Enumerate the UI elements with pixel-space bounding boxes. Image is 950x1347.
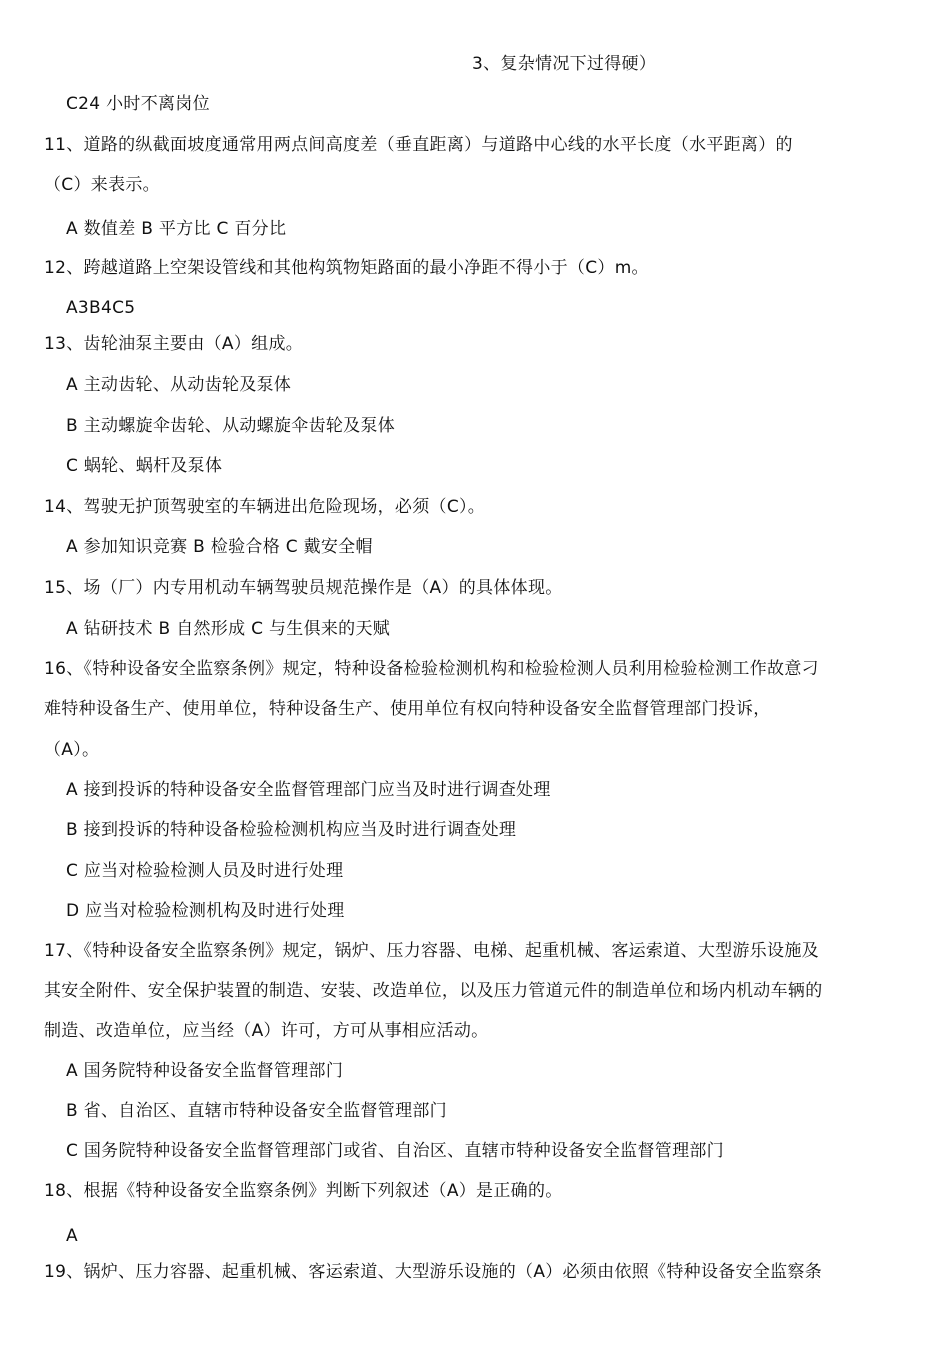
question-15: 15、场（厂）内专用机动车辆驾驶员规范操作是（A）的具体体现。 <box>44 578 563 598</box>
question-18-option-a: A <box>66 1226 78 1246</box>
question-14-options: A 参加知识竞赛 B 检验合格 C 戴安全帽 <box>66 537 373 557</box>
question-17-option-c: C 国务院特种设备安全监督管理部门或省、自治区、直辖市特种设备安全监督管理部门 <box>66 1141 724 1161</box>
question-13-option-c: C 蜗轮、蜗杆及泵体 <box>66 456 223 476</box>
question-17-continued-1: 其安全附件、安全保护装置的制造、安装、改造单位，以及压力管道元件的制造单位和场内机动车辆的 <box>44 981 823 1001</box>
question-17-option-b: B 省、自治区、直辖市特种设备安全监督管理部门 <box>66 1101 447 1121</box>
option-line: C24 小时不离岗位 <box>66 94 210 114</box>
question-12-options: A3B4C5 <box>66 298 136 318</box>
question-17-option-a: A 国务院特种设备安全监督管理部门 <box>66 1061 344 1081</box>
question-16-continued-1: 难特种设备生产、使用单位，特种设备生产、使用单位有权向特种设备安全监督管理部门投诉， <box>44 699 771 719</box>
question-16-option-a: A 接到投诉的特种设备安全监督管理部门应当及时进行调查处理 <box>66 780 551 800</box>
question-13: 13、齿轮油泵主要由（A）组成。 <box>44 334 304 354</box>
question-11-options: A 数值差 B 平方比 C 百分比 <box>66 219 287 239</box>
question-11: 11、道路的纵截面坡度通常用两点间高度差（垂直距离）与道路中心线的水平长度（水平距离）的 <box>44 135 793 155</box>
question-16-continued-2: （A）。 <box>44 740 100 760</box>
question-16-option-b: B 接到投诉的特种设备检验检测机构应当及时进行调查处理 <box>66 820 517 840</box>
question-13-option-a: A 主动齿轮、从动齿轮及泵体 <box>66 375 292 395</box>
question-15-options: A 钻研技术 B 自然形成 C 与生俱来的天赋 <box>66 619 391 639</box>
question-18: 18、根据《特种设备安全监察条例》判断下列叙述（A）是正确的。 <box>44 1181 563 1201</box>
question-16: 16、《特种设备安全监察条例》规定，特种设备检验检测机构和检验检测人员利用检验检测工作故意刁 <box>44 659 819 679</box>
question-16-option-c: C 应当对检验检测人员及时进行处理 <box>66 861 344 881</box>
question-14: 14、驾驶无护顶驾驶室的车辆进出危险现场，必须（C）。 <box>44 497 486 517</box>
question-13-option-b: B 主动螺旋伞齿轮、从动螺旋伞齿轮及泵体 <box>66 416 396 436</box>
question-17-continued-2: 制造、改造单位，应当经（A）许可，方可从事相应活动。 <box>44 1021 489 1041</box>
question-17: 17、《特种设备安全监察条例》规定，锅炉、压力容器、电梯、起重机械、客运索道、大型游乐设施及 <box>44 941 819 961</box>
question-19: 19、锅炉、压力容器、起重机械、客运索道、大型游乐设施的（A）必须由依照《特种设备安全监察条 <box>44 1262 823 1282</box>
previous-item-tail: 3、复杂情况下过得硬） <box>472 54 657 74</box>
question-16-option-d: D 应当对检验检测机构及时进行处理 <box>66 901 345 921</box>
question-11-continued: （C）来表示。 <box>44 175 160 195</box>
question-12: 12、跨越道路上空架设管线和其他构筑物矩路面的最小净距不得小于（C）m。 <box>44 258 649 278</box>
